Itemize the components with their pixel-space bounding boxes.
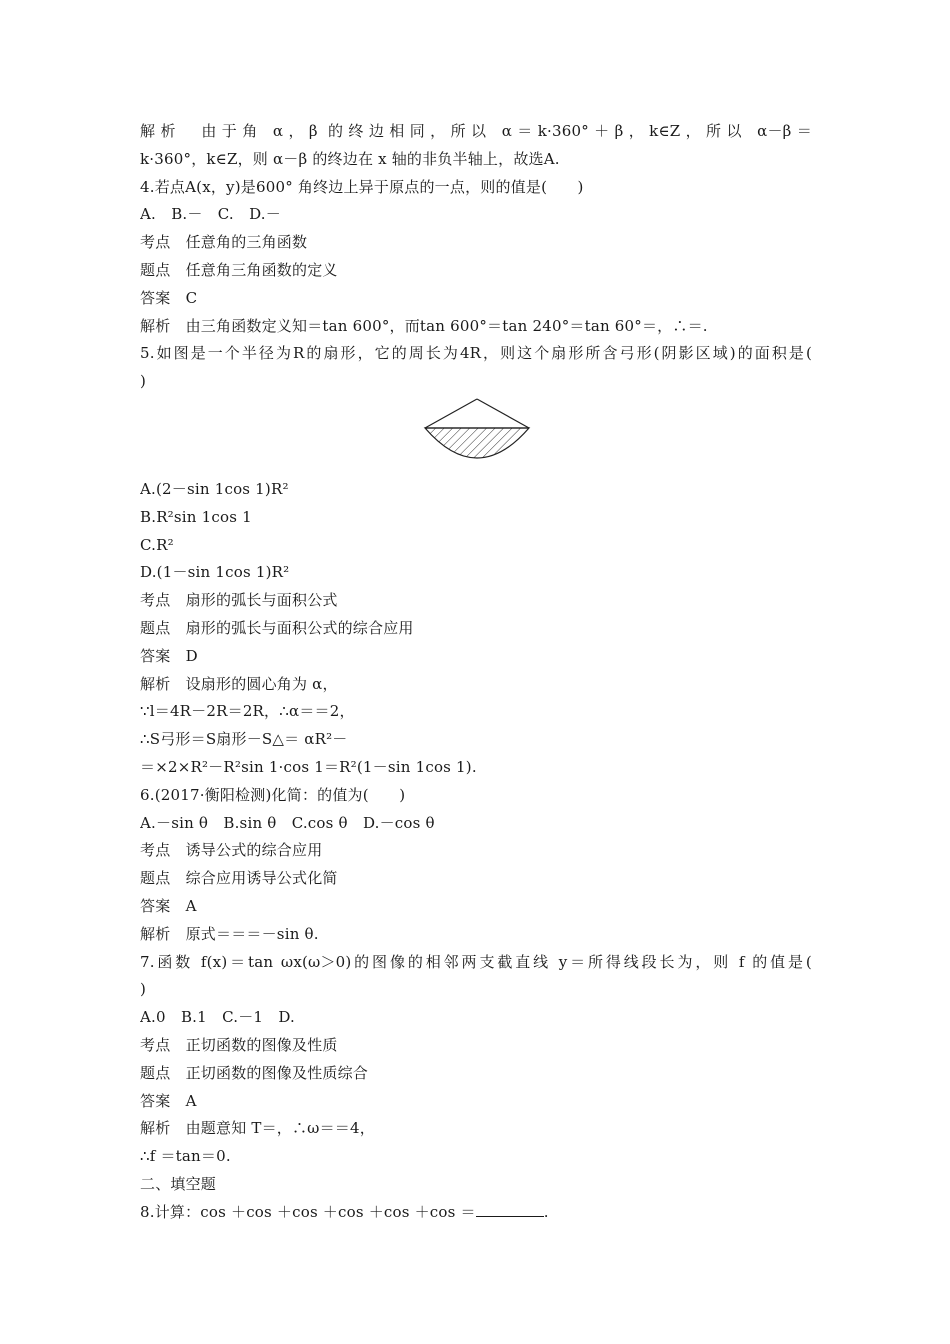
question-4-stem: 4.若点A(x，y)是600° 角终边上异于原点的一点，则的值是( ) <box>140 177 584 196</box>
question-8-stem <box>140 1199 812 1227</box>
question-7-solution-2: ∴f ＝tan＝0. <box>140 1147 231 1166</box>
question-4-solution: 解析 由三角函数定义知＝tan 600°，而tan 600°＝tan 240°＝tan 60°＝，∴＝. <box>140 316 708 335</box>
answer-blank <box>476 1201 544 1217</box>
question-4-subtopic: 题点 任意角三角函数的定义 <box>140 260 338 279</box>
sector-diagram <box>423 398 531 460</box>
question-6-options: A.－sin θ B.sin θ C.cos θ D.－cos θ <box>140 813 435 832</box>
question-7-answer: 答案 A <box>140 1091 197 1110</box>
segment-shaded-region <box>425 428 529 458</box>
question-8-period: . <box>543 1202 549 1221</box>
question-4-topic: 考点 任意角的三角函数 <box>140 233 308 252</box>
question-6-stem: 6.(2017·衡阳检测)化简：的值为( ) <box>140 785 406 804</box>
question-6-solution: 解析 原式＝＝＝－sin θ. <box>140 924 319 943</box>
question-4-options: A. B.－ C. D.－ <box>140 205 281 224</box>
question-6-topic: 考点 诱导公式的综合应用 <box>140 841 323 860</box>
question-7-solution-1: 解析 由题意知 T＝，∴ω＝＝4， <box>140 1119 375 1138</box>
sector-figure <box>140 396 812 476</box>
question-5-solution-3: ∴S弓形＝S扇形－S△＝ αR²－ <box>140 730 348 749</box>
question-8-text: 8.计算：cos ＋cos ＋cos ＋cos ＋cos ＋cos ＝ <box>140 1202 476 1221</box>
question-5-option-c: C.R² <box>140 535 174 554</box>
question-7-options: A.0 B.1 C.－1 D. <box>140 1008 295 1027</box>
question-7-topic: 考点 正切函数的图像及性质 <box>140 1035 338 1054</box>
document-body <box>140 118 812 1226</box>
question-5-solution-1: 解析 设扇形的圆心角为 α， <box>140 674 338 693</box>
sector-radius-right <box>477 399 529 428</box>
question-5-option-b: B.R²sin 1cos 1 <box>140 507 252 526</box>
question-7-subtopic: 题点 正切函数的图像及性质综合 <box>140 1063 369 1082</box>
question-6-answer: 答案 A <box>140 896 197 915</box>
question-5-solution-2: ∵l＝4R－2R＝2R，∴α＝＝2， <box>140 702 355 721</box>
question-5-subtopic: 题点 扇形的弧长与面积公式的综合应用 <box>140 618 414 637</box>
question-6-subtopic: 题点 综合应用诱导公式化简 <box>140 869 338 888</box>
question-5-stem: 5.如图是一个半径为R的扇形，它的周长为4R，则这个扇形所含弓形(阴影区域)的面积是( <box>140 344 812 363</box>
question-5-topic: 考点 扇形的弧长与面积公式 <box>140 591 338 610</box>
section-heading-fill-in: 二、填空题 <box>140 1174 217 1193</box>
question-5-option-a: A.(2－sin 1cos 1)R² <box>140 479 289 498</box>
question-5-solution-4: ＝×2×R²－R²sin 1·cos 1＝R²(1－sin 1cos 1). <box>140 757 477 776</box>
question-7-stem: 7.函数 f(x)＝tan ωx(ω＞0)的图像的相邻两支截直线 y＝所得线段长为，则 f 的值是( <box>140 952 812 971</box>
solution-3-line-2: k·360°，k∈Z，则 α－β 的终边在 x 轴的非负半轴上，故选A. <box>140 149 560 168</box>
sector-radius-left <box>425 399 477 428</box>
question-4-answer: 答案 C <box>140 288 198 307</box>
question-5-stem-end: ) <box>140 372 147 391</box>
question-7-stem-end: ) <box>140 980 147 999</box>
solution-3-line-1: 解析 由于角 α，β 的终边相同，所以 α＝k·360°＋β，k∈Z，所以 α－β＝ <box>140 122 812 140</box>
question-5-answer: 答案 D <box>140 646 198 665</box>
question-5-option-d: D.(1－sin 1cos 1)R² <box>140 563 290 582</box>
